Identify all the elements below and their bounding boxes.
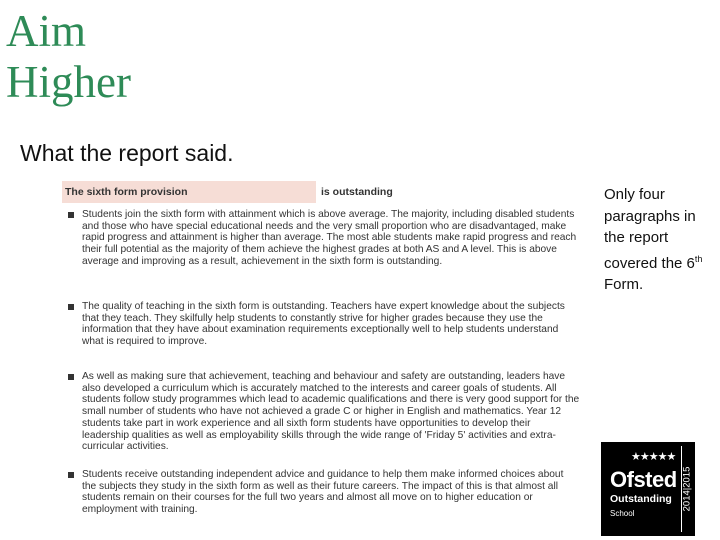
report-paragraph [62, 301, 580, 351]
paragraph-text: The quality of teaching in the sixth form is outstanding. Teachers have expert knowledge about the subjects that they teach. They skilfully help students to constantly strive for higher grades because they use the information that they have about examination requirements exceptionally well to help students understand what is required to improve. [82, 301, 565, 348]
page-title [6, 6, 131, 108]
report-excerpt [62, 181, 580, 516]
report-paragraph [62, 469, 580, 516]
report-paragraph [62, 209, 580, 289]
side-note-superscript: th [694, 253, 703, 264]
heading-left: The sixth form provision [65, 186, 188, 198]
title-line-2: Higher [6, 57, 131, 107]
stars-icon: ★★★★★ [631, 451, 676, 463]
badge-years-text: 2014|2015 [681, 466, 693, 512]
side-note [604, 184, 704, 296]
badge-brand: Ofsted [610, 467, 677, 492]
side-note-text: Only four paragraphs in the report covered the 6 [604, 186, 696, 272]
paragraph-text: Students receive outstanding independent advice and guidance to help them make informed choices about the subjects they study in the sixth form as well as their future careers. The impact of this is that almost all students remain on their courses for the full two years and almost all move on to higher education or employment with training. [82, 469, 564, 516]
square-bullet-icon [68, 472, 74, 478]
ofsted-badge [601, 442, 695, 536]
side-note-suffix: Form. [604, 276, 644, 293]
paragraph-text: Students join the sixth form with attainment which is above average. The majority, including disabled students and those who have special educational needs and the very small proportion who are disadvantaged, make rapid progress and attainment is higher than average. The most able students make rapid progress and reach their full potential as the majority of them achieve the highest grades at both AS and A level. This is above average and improving as a result, achievement in the sixth form is outstanding. [82, 209, 577, 267]
square-bullet-icon [68, 212, 74, 218]
badge-years [681, 446, 693, 532]
square-bullet-icon [68, 374, 74, 380]
badge-kind: School [610, 509, 635, 518]
title-line-1: Aim [6, 6, 87, 56]
heading-right: is outstanding [321, 186, 393, 198]
subtitle: What the report said. [20, 140, 234, 166]
report-paragraph [62, 371, 580, 457]
paragraph-text: As well as making sure that achievement, teaching and behaviour and safety are outstanding, leaders have also developed a curriculum which is accurately matched to the interests and career goals of students. All students follow study programmes which lead to academic qualifications and there is very good support for the small number of students who have not achieved a grade C or higher in English and mathematics. Year 12 students take part in work experience and all sixth form students have opportunities to develop their leadership qualities as well as employability skills through the wide range of 'Friday 5' activities and extra-curricular activities. [82, 371, 580, 453]
square-bullet-icon [68, 304, 74, 310]
report-heading [62, 181, 580, 203]
badge-grade: Outstanding [610, 493, 672, 505]
